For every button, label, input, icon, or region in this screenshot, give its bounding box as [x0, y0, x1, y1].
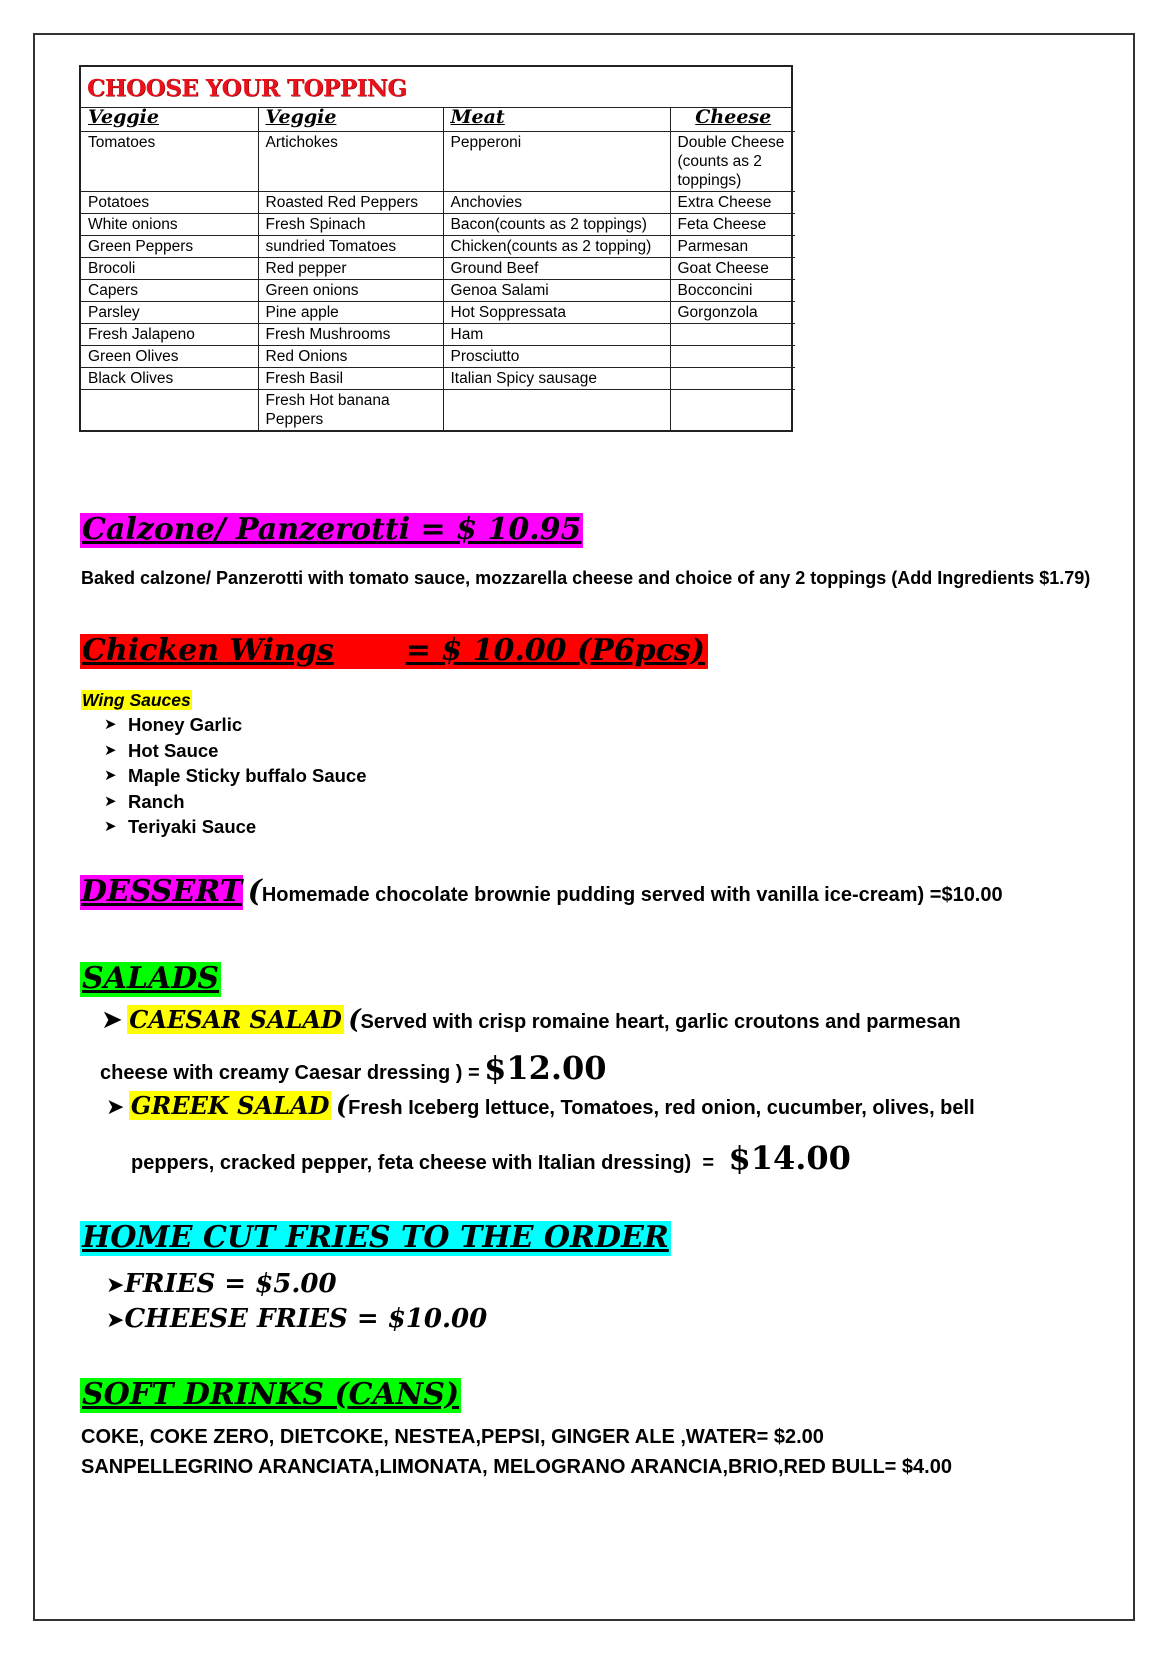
topping-cell: Ham [443, 324, 670, 346]
arrow-icon: ➤ [106, 1272, 125, 1297]
topping-cell [81, 390, 258, 431]
greek-desc-line2: peppers, cracked pepper, feta cheese with Italian dressing) = [131, 1152, 714, 1174]
topping-row [81, 346, 795, 368]
arrow-icon: ➤ [106, 1307, 125, 1332]
wing-sauces-label: Wing Sauces [82, 690, 191, 710]
topping-cell [670, 368, 795, 390]
drinks-section [80, 1378, 461, 1413]
topping-cell: White onions [81, 214, 258, 236]
topping-cell: Capers [81, 280, 258, 302]
topping-cell [670, 390, 795, 431]
topping-cell: Gorgonzola [670, 302, 795, 324]
wing-sauce-item [104, 712, 367, 738]
topping-rows [81, 132, 795, 431]
greek-price: $14.00 [728, 1139, 851, 1177]
topping-cell: Feta Cheese [670, 214, 795, 236]
greek-salad-name: GREEK SALAD [130, 1091, 330, 1120]
wing-sauce-item [104, 763, 367, 789]
topping-cell: Fresh Spinach [258, 214, 443, 236]
fries-list [106, 1267, 487, 1337]
topping-table [79, 65, 793, 432]
topping-cell: Potatoes [81, 192, 258, 214]
caesar-salad-line1 [101, 1004, 961, 1035]
topping-cell: Extra Cheese [670, 192, 795, 214]
topping-cell [443, 390, 670, 431]
topping-row [81, 236, 795, 258]
wing-sauce-label: Ranch [128, 790, 185, 812]
topping-row [81, 302, 795, 324]
fries-section [80, 1221, 671, 1256]
caesar-salad-line2 [100, 1049, 607, 1087]
arrow-icon: ➤ [104, 792, 117, 810]
wings-heading-price: = $ 10.00 (P6pcs) [405, 633, 705, 668]
topping-cell: Chicken(counts as 2 topping) [443, 236, 670, 258]
topping-row [81, 258, 795, 280]
topping-grid [81, 108, 795, 430]
topping-cell: Genoa Salami [443, 280, 670, 302]
arrow-icon: ➤ [106, 1094, 125, 1119]
calzone-description: Baked calzone/ Panzerotti with tomato sauce, mozzarella cheese and choice of any 2 toppings (Add Ingredients $1.79) [81, 568, 1091, 588]
topping-cell: Black Olives [81, 368, 258, 390]
topping-cell: Prosciutto [443, 346, 670, 368]
drinks-heading: SOFT DRINKS (CANS) [82, 1377, 460, 1412]
arrow-icon: ➤ [104, 716, 117, 733]
topping-cell: Fresh Hot banana Peppers [258, 390, 443, 431]
drinks-line: SANPELLEGRINO ARANCIATA,LIMONATA, MELOGRANO ARANCIA,BRIO,RED BULL= $4.00 [81, 1455, 952, 1478]
arrow-icon: ➤ [101, 1004, 123, 1034]
caesar-desc-line1: Served with crisp romaine heart, garlic croutons and parmesan [360, 1011, 961, 1033]
veggie-header-1: Veggie [81, 108, 258, 132]
calzone-section [80, 513, 583, 548]
topping-cell: Ground Beef [443, 258, 670, 280]
caesar-desc-line2: cheese with creamy Caesar dressing ) = [100, 1062, 480, 1084]
caesar-price: $12.00 [484, 1049, 607, 1087]
topping-header-row [81, 108, 795, 132]
salads-heading: SALADS [82, 961, 219, 996]
topping-row [81, 132, 795, 192]
fries-item [106, 1267, 487, 1302]
topping-cell: Bacon(counts as 2 toppings) [443, 214, 670, 236]
topping-cell: Double Cheese (counts as 2 toppings) [670, 132, 795, 192]
topping-cell: Green Olives [81, 346, 258, 368]
wing-sauce-item [104, 814, 367, 840]
wing-sauce-item [104, 789, 367, 815]
topping-table-title: CHOOSE YOUR TOPPING [81, 67, 791, 108]
arrow-icon: ➤ [104, 818, 117, 835]
topping-row [81, 214, 795, 236]
topping-cell: Pepperoni [443, 132, 670, 192]
dessert-section [80, 874, 1003, 910]
topping-row [81, 324, 795, 346]
topping-cell: sundried Tomatoes [258, 236, 443, 258]
topping-cell: Roasted Red Peppers [258, 192, 443, 214]
topping-cell: Hot Soppressata [443, 302, 670, 324]
wing-sauce-label: Teriyaki Sauce [128, 816, 257, 837]
topping-cell: Fresh Basil [258, 368, 443, 390]
topping-row [81, 280, 795, 302]
topping-cell: Red pepper [258, 258, 443, 280]
topping-row [81, 390, 795, 431]
fries-heading: HOME CUT FRIES TO THE ORDER [82, 1220, 669, 1255]
arrow-icon: ➤ [104, 767, 117, 784]
topping-cell [670, 324, 795, 346]
topping-cell: Brocoli [81, 258, 258, 280]
topping-cell: Fresh Mushrooms [258, 324, 443, 346]
topping-cell: Tomatoes [81, 132, 258, 192]
topping-cell: Artichokes [258, 132, 443, 192]
wings-section [80, 634, 708, 669]
topping-cell: Bocconcini [670, 280, 795, 302]
dessert-heading: DESSERT [81, 874, 243, 909]
cheese-header: Cheese [670, 108, 795, 132]
calzone-heading: Calzone/ Panzerotti = $ 10.95 [82, 512, 582, 547]
wing-sauce-item [104, 738, 367, 764]
topping-row [81, 368, 795, 390]
fries-item [106, 1302, 487, 1337]
greek-open-paren: ( [335, 1091, 349, 1121]
greek-desc-line1: Fresh Iceberg lettuce, Tomatoes, red onion, cucumber, olives, bell [348, 1097, 975, 1119]
topping-cell: Italian Spicy sausage [443, 368, 670, 390]
caesar-salad-name: CAESAR SALAD [129, 1005, 342, 1034]
topping-cell: Green onions [258, 280, 443, 302]
topping-row [81, 192, 795, 214]
topping-cell: Pine apple [258, 302, 443, 324]
meat-header: Meat [443, 108, 670, 132]
dessert-open-paren: ( [247, 874, 262, 909]
topping-cell: Anchovies [443, 192, 670, 214]
topping-cell [670, 346, 795, 368]
fries-item-label: CHEESE FRIES = $10.00 [124, 1304, 488, 1334]
arrow-icon: ➤ [104, 741, 117, 759]
topping-cell: Parmesan [670, 236, 795, 258]
topping-cell: Parsley [81, 302, 258, 324]
wings-heading-name: Chicken Wings [82, 633, 334, 668]
topping-cell: Fresh Jalapeno [81, 324, 258, 346]
veggie-header-2: Veggie [258, 108, 443, 132]
topping-cell: Green Peppers [81, 236, 258, 258]
salads-section [80, 962, 221, 997]
drinks-line: COKE, COKE ZERO, DIETCOKE, NESTEA,PEPSI, GINGER ALE ,WATER= $2.00 [81, 1426, 824, 1448]
topping-cell: Goat Cheese [670, 258, 795, 280]
topping-cell: Red Onions [258, 346, 443, 368]
wing-sauce-list [104, 712, 367, 840]
dessert-description: Homemade chocolate brownie pudding served with vanilla ice-cream) =$10.00 [261, 884, 1003, 906]
caesar-open-paren: ( [348, 1005, 361, 1035]
greek-salad-line2 [131, 1139, 851, 1177]
fries-item-label: FRIES = $5.00 [124, 1269, 337, 1299]
wing-sauces-label-wrap [81, 690, 192, 711]
wing-sauce-label: Honey Garlic [128, 714, 243, 735]
greek-salad-line1 [106, 1091, 975, 1121]
wing-sauce-label: Maple Sticky buffalo Sauce [128, 765, 367, 786]
drinks-lines [81, 1423, 952, 1482]
wing-sauce-label: Hot Sauce [128, 739, 219, 761]
